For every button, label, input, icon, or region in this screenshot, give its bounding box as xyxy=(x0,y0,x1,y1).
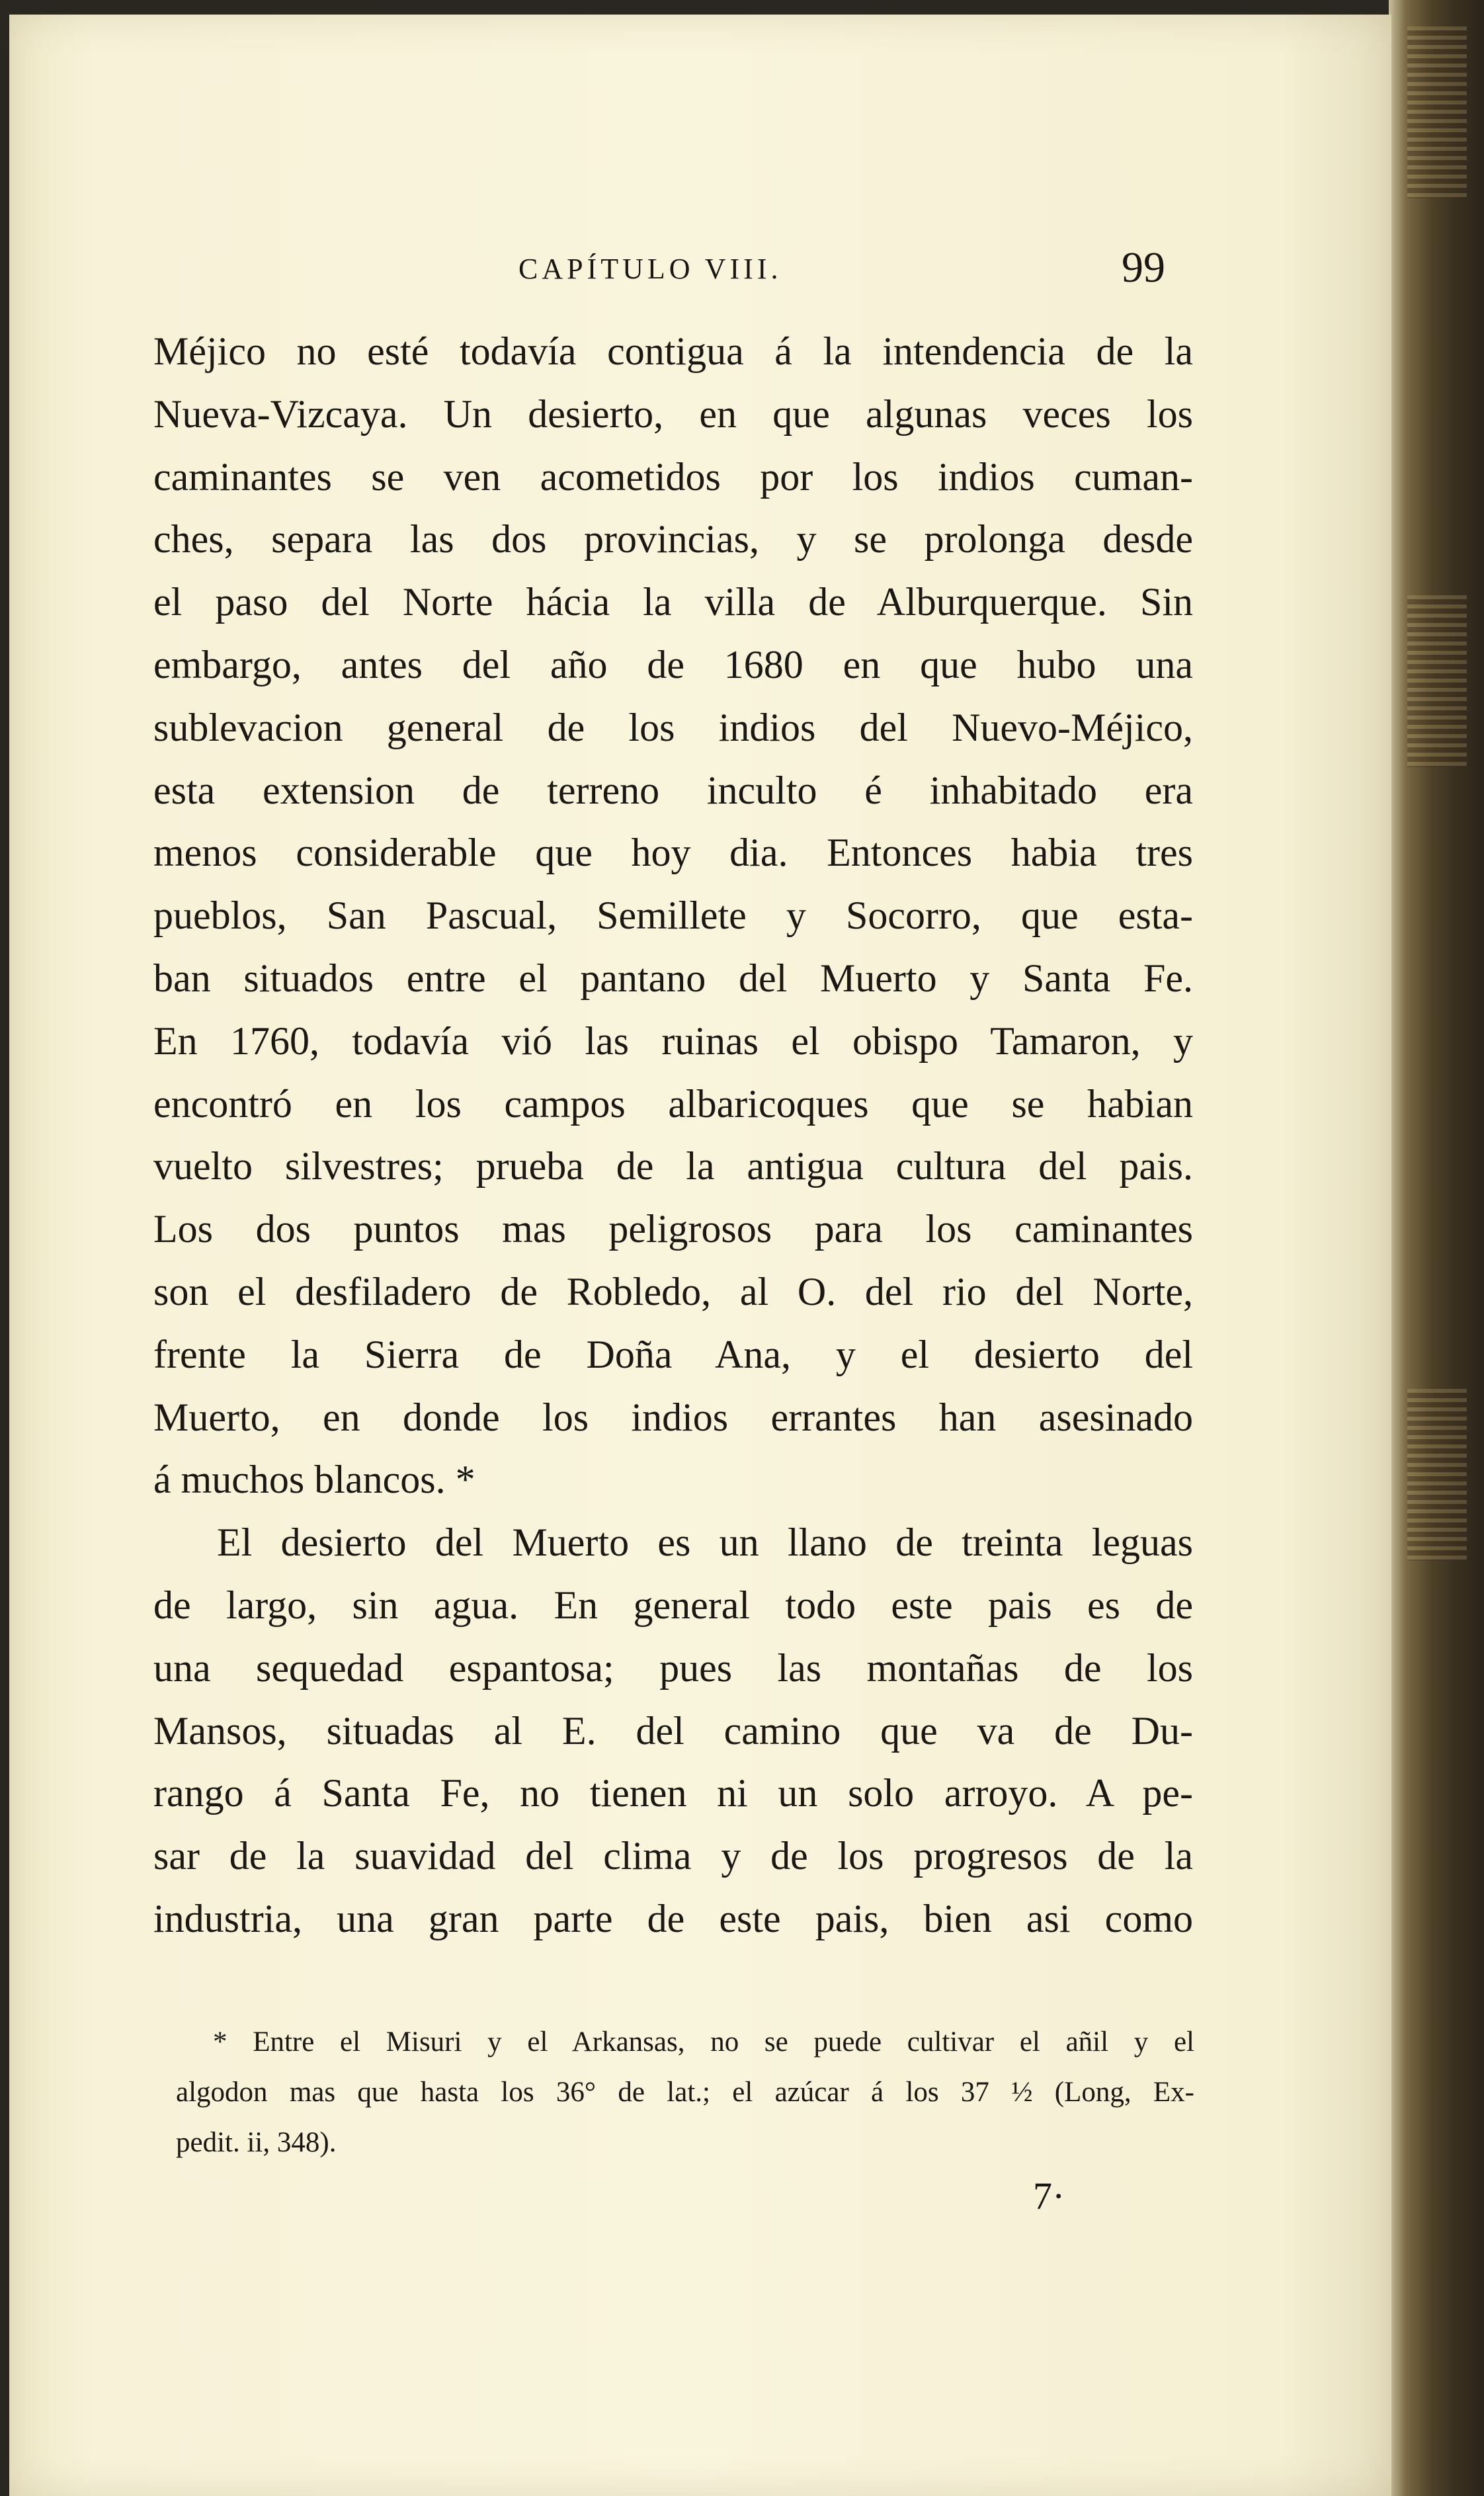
spine-texture xyxy=(1407,595,1467,767)
text-line: Nueva-Vizcaya. Un desierto, en que algunas veces los xyxy=(153,392,1193,436)
text-line: pueblos, San Pascual, Semillete y Socorro, que esta- xyxy=(153,894,1193,938)
text-line: el paso del Norte hácia la villa de Alburquerque. Sin xyxy=(153,580,1193,624)
body-text xyxy=(153,320,1193,1950)
text-line: sublevacion general de los indios del Nuevo-Méjico, xyxy=(153,705,1193,749)
footnote xyxy=(176,2017,1194,2168)
text-line: ches, separa las dos provincias, y se prolonga desde xyxy=(153,517,1193,562)
text-line: sar de la suavidad del clima y de los progresos de la xyxy=(153,1834,1193,1878)
text-line: encontró en los campos albaricoques que se habian xyxy=(153,1081,1193,1126)
text-line: vuelto silvestres; prueba de la antigua cultura del pais. xyxy=(153,1144,1193,1188)
book-page xyxy=(9,15,1391,2496)
book-spine xyxy=(1389,0,1484,2496)
text-line: Muerto, en donde los indios errantes han asesinado xyxy=(153,1395,1193,1439)
text-line: ban situados entre el pantano del Muerto y Santa Fe. xyxy=(153,956,1193,1000)
running-head: CAPÍTULO VIII. xyxy=(518,253,782,285)
spine-texture xyxy=(1407,1389,1467,1561)
text-line: á muchos blancos. * xyxy=(153,1458,475,1502)
text-line: rango á Santa Fe, no tienen ni un solo arroyo. A pe- xyxy=(153,1771,1193,1815)
text-line: Los dos puntos mas peligrosos para los caminantes xyxy=(153,1207,1193,1251)
text-line: menos considerable que hoy dia. Entonces habia tres xyxy=(153,831,1193,875)
page-number: 99 xyxy=(1122,243,1165,292)
text-line: una sequedad espantosa; pues las montañas de los xyxy=(153,1645,1193,1690)
text-line: Mansos, situadas al E. del camino que va de Du- xyxy=(153,1708,1193,1753)
signature-mark: 7· xyxy=(1033,2175,1065,2218)
text-line: de largo, sin agua. En general todo este pais es de xyxy=(153,1583,1193,1627)
text-line: esta extension de terreno inculto é inhabitado era xyxy=(153,768,1193,812)
text-line: embargo, antes del año de 1680 en que hubo una xyxy=(153,642,1193,686)
text-line: industria, una gran parte de este pais, bien asi como xyxy=(153,1896,1193,1940)
spine-texture xyxy=(1407,26,1467,198)
footnote-line: pedit. ii, 348). xyxy=(176,2127,337,2158)
footnote-line: * Entre el Misuri y el Arkansas, no se puede cultivar el añil y el xyxy=(213,2026,1194,2058)
text-line-paragraph-start: El desierto del Muerto es un llano de treinta leguas xyxy=(217,1520,1193,1565)
text-line: En 1760, todavía vió las ruinas el obispo Tamaron, y xyxy=(153,1019,1193,1063)
text-line: caminantes se ven acometidos por los indios cuman- xyxy=(153,454,1193,499)
text-line: frente la Sierra de Doña Ana, y el desierto del xyxy=(153,1332,1193,1376)
text-line: son el desfiladero de Robledo, al O. del rio del Norte, xyxy=(153,1269,1193,1313)
page-header xyxy=(9,243,1391,296)
text-line: Méjico no esté todavía contigua á la intendencia de la xyxy=(153,329,1193,373)
footnote-line: algodon mas que hasta los 36° de lat.; el azúcar á los 37 ½ (Long, Ex- xyxy=(176,2077,1194,2108)
